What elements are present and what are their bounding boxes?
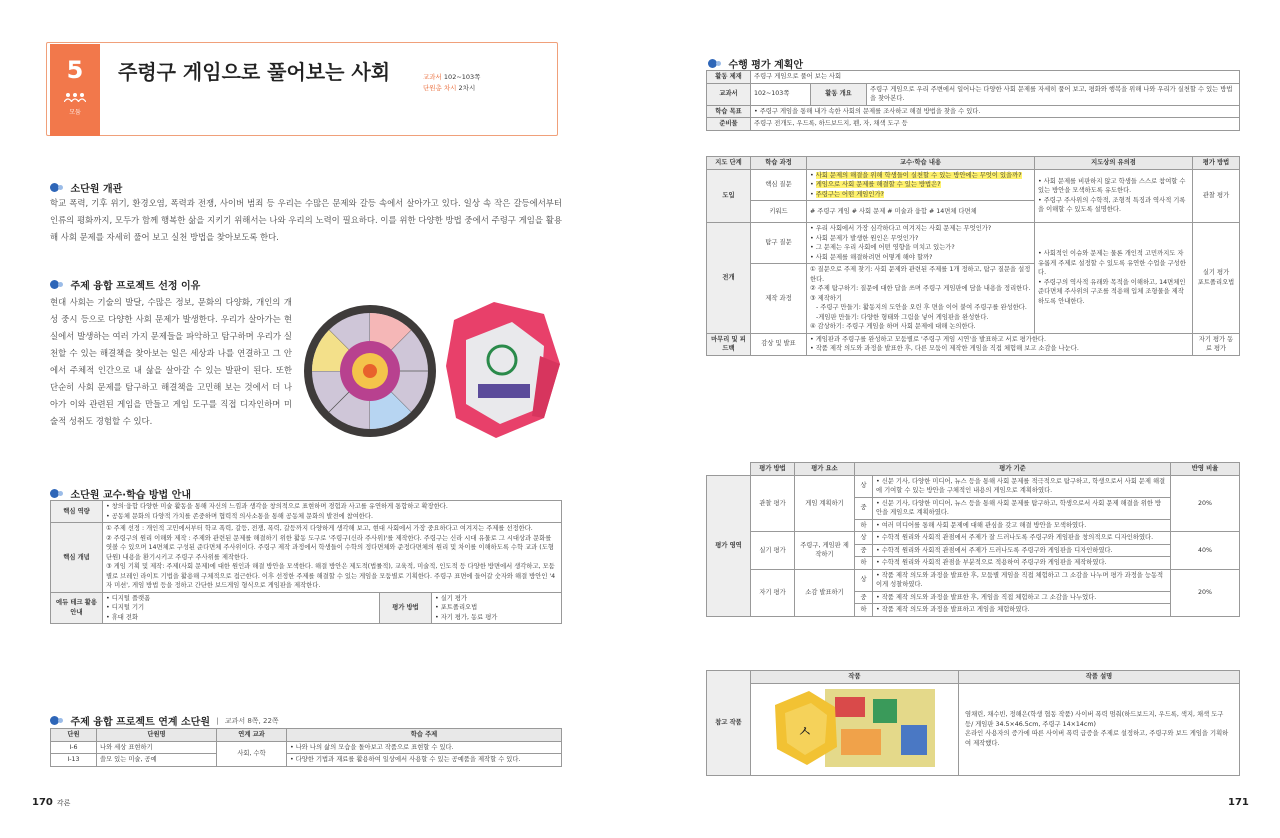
- list-item: 사회 문제의 해결을 위해 학생들이 실천할 수 있는 방안에는 무엇이 있을까?: [815, 171, 1022, 179]
- list-item: 사회 문제를 해결하려면 어떻게 해야 할까?: [815, 253, 933, 261]
- list-item: ④ 감상하기: 주령구 게임을 하며 사회 문제에 대해 논의한다.: [810, 323, 976, 330]
- eval-level: 중: [855, 497, 873, 519]
- overview-cell: 주령구 게임으로 우리 주변에서 일어나는 다양한 사회 문제를 자세히 풀어 보고, 평화와 행복을 위해 나와 우리가 실천할 수 있는 방법을 찾아본다.: [867, 83, 1240, 105]
- list-item: ③ 게임 기획 및 제작: 주제(사회 문제)에 대한 원인과 해결 방안을 모색한다. 해결 방안은 제도적(법률적), 교육적, 미술적, 인도적 등 다양한 방면에서 생각하고, 모둠별로 브레인 라이트 기법을 활용해 구체적으로 접근한다. 이후 선정한 주제를 해결할 수 있는 게임을 모둠별로 기획한다. 주령구 표면에 들어갈 숫자와 해결 방안인 '4자 미션', 게임 방법 등을 정하고 간단한 보드게임 형식으로 게임판을 제작한다.: [106, 563, 556, 589]
- list-item: • 휴대 전화: [106, 613, 376, 623]
- list-item: • 공동체 문화의 다양적 가치를 존중하며 협력적 의사소통을 통해 공동체 문화의 발전에 참여한다.: [106, 512, 558, 522]
- column-header: 연계 교과: [217, 729, 287, 742]
- list-item: 사회 문제를 비판하지 않고 학생들 스스로 참여할 수 있는 방안을 모색하도록 유도한다.: [1038, 177, 1186, 195]
- column-header: 지도 단계: [707, 157, 751, 170]
- list-item: 우리 사회에서 가장 심각하다고 여겨지는 사회 문제는 무엇인가?: [815, 225, 992, 232]
- goal-label: 학습 목표: [707, 105, 751, 118]
- eval-method: 관찰 평가: [751, 475, 795, 532]
- column-header: 평가 기준: [855, 463, 1171, 476]
- textbook-label: 교과서: [707, 83, 751, 105]
- list-item: 게임으로 사회 문제를 해결할 수 있는 방법은?: [815, 181, 941, 188]
- game-board-image: [302, 296, 438, 446]
- edutech-label: 에듀 테크 활용 안내: [51, 592, 103, 624]
- table-header-row: [707, 671, 1240, 684]
- eval-level: 상: [855, 475, 873, 497]
- overview-text: 학교 폭력, 기후 위기, 환경오염, 폭력과 전쟁, 사이버 범죄 등 우리는 수많은 문제와 갈등 속에서 살아가고 있다. 일상 속 작은 갈등에서부터 인류의 평화까지, 모두가 함께 행복한 삶을 지키기 위해서는 나와 우리의 노력이 필요하다. 이를 위한 다양한 방법 중에서 주령구 게임을 활용해 사회 문제를 자세히 풀어 보고 실천 방법을 찾아보도록 한다.: [50, 198, 562, 242]
- unit-cell: Ⅰ-13: [51, 754, 97, 767]
- dice-image: [444, 300, 564, 440]
- eval-method: 실기 평가: [751, 532, 795, 570]
- activity-cell: 주령구 게임으로 풀어 보는 사회: [751, 71, 1240, 84]
- unit-number-badge: [50, 44, 100, 136]
- column-header: 작품 설명: [959, 671, 1240, 684]
- table-row: [707, 71, 1240, 84]
- list-item: - 주령구 만들기: 활동지의 도안을 오린 후 면을 이어 붙여 주령구를 완성한다.: [816, 304, 1027, 311]
- eval-level: 하: [855, 519, 873, 532]
- eval-criterion: • 작품 제작 의도와 과정을 발표한 후, 모둠별 게임을 직접 체험하고 그 소감을 나누며 평가 과정을 능동적이게 성찰하였다.: [873, 569, 1171, 591]
- intro-eval: 관찰 평가: [1193, 169, 1240, 223]
- table-row: [707, 569, 1240, 591]
- eval-criterion: • 작품 제작 의도와 과정을 발표한 후, 게임을 직접 체험하고 그 소감을 나누었다.: [873, 591, 1171, 604]
- page-title: 주령구 게임으로 풀어보는 사회: [118, 60, 391, 84]
- column-header: 지도상의 유의점: [1035, 157, 1193, 170]
- table-header-row: [707, 463, 1240, 476]
- eval-element: 소감 발표하기: [795, 569, 855, 616]
- group-icon: [50, 92, 100, 105]
- column-header: 평가 방법: [1193, 157, 1240, 170]
- reference-description: 염채린, 채수빈, 정해은(학생 협동 작품) 사이버 폭력 멈춰(하드보드지, 우드록, 색지, 채색 도구 등/ 게임판 34.5×46.5cm, 주령구 14×14cm) 온라인 사용자의 증가에 따른 사이버 폭력 급증을 주제로 설정하고, 주령구와 보드 게임을 기획하여 제작했다.: [959, 683, 1240, 776]
- linked-heading: 주제 융합 프로젝트 연계 소단원 | 교과서 8쪽, 22쪽: [50, 713, 279, 728]
- list-item: ② 주령구의 원리 이해와 제작 : 주제와 관련된 문제를 해결하기 위한 활동 도구로 '주령구(신라 주사위)'를 제작한다. 주령구는 신라 시대 유물로 그 시대상과 문화를 엿볼 수 있으며 14면체로 구성된 준다면체 주사위이다. 주령구 제작 과정에서 학생들이 수학의 정다면체와 준정다면체의 원리 및 차이를 이해하도록 수학 교과 (도형 단원) 내용을 환기시키고 주령구 주사위를 제작한다.: [106, 534, 554, 561]
- core-competency-cell: [103, 501, 562, 523]
- list-item: 포트폴리오법: [1197, 278, 1235, 286]
- column-header: 단원명: [97, 729, 217, 742]
- list-item: 주령구는 어떤 게임인가?: [815, 190, 884, 198]
- unit-meta: [423, 72, 480, 94]
- list-item: 게임판과 주령구를 완성하고 모둠별로 '주령구 게임 시연'을 발표하고 서로 평가한다.: [815, 335, 1047, 343]
- list-item: 주령구의 역사적 유래와 목적을 이해하고, 14면체인 준다면체 주사위의 구조를 적용해 입체 조형물을 제작하도록 안내한다.: [1038, 278, 1186, 305]
- eval-criterion: • 신문 기사, 다양한 미디어, 뉴스 등을 통해 사회 문제를 적극적으로 탐구하고, 학생으로서 사회 문제 해결에 기여할 수 있는 방안을 구체적인 내용의 게임으로 계획하였다.: [873, 475, 1171, 497]
- list-item: 그 문제는 우리 사회에 어떤 영향을 미치고 있는가?: [815, 244, 955, 251]
- eval-level: 중: [855, 544, 873, 557]
- linked-ref: 교과서 8쪽, 22쪽: [224, 716, 279, 725]
- topic-cell: • 다양한 기법과 재료를 활용하여 일상에서 사용할 수 있는 공예품을 제작할 수 있다.: [287, 754, 562, 767]
- materials-label: 준비물: [707, 118, 751, 131]
- eval-criterion: • 신문 기사, 다양한 미디어, 뉴스 등을 통해 사회 문제를 탐구하고, 학생으로서 사회 문제 해결을 위한 방안을 게임으로 계획하였다.: [873, 497, 1171, 519]
- steps-table: [706, 156, 1240, 356]
- list-item: ① 질문으로 주제 찾기: 사회 문제와 관련된 주제를 1개 정하고, 탐구 질문을 설정한다.: [810, 266, 1031, 283]
- eval-table: [706, 462, 1240, 617]
- table-row: [707, 333, 1240, 355]
- textbook-cell: 102~103쪽: [751, 83, 811, 105]
- group-label: 모둠: [69, 109, 81, 116]
- dev-questions: • 우리 사회에서 가장 심각하다고 여겨지는 사회 문제는 무엇인가? • 사회 문제가 발생한 원인은 무엇인가? • 그 문제는 우리 사회에 어떤 영향을 미치고 있는가? • 사회 문제를 해결하려면 어떻게 해야 할까?: [807, 223, 1035, 264]
- list-item: 주령구 주사위의 수학적, 조형적 특징과 역사적 기록을 이해할 수 있도록 설명한다.: [1038, 196, 1186, 214]
- wrap-label: 감상 및 발표: [751, 333, 807, 355]
- list-item: 실기 평가: [1202, 269, 1230, 277]
- heading-dot-icon: [708, 59, 717, 68]
- list-item: • 실기 평가: [435, 594, 558, 604]
- meta-key: 단원총 차시: [423, 84, 457, 92]
- table-header-row: [707, 157, 1240, 170]
- name-cell: 쓸모 있는 미술, 공예: [97, 754, 217, 767]
- table-row: [51, 523, 562, 593]
- name-cell: 나와 세상 표현하기: [97, 741, 217, 754]
- table-row: [707, 223, 1240, 264]
- assessment-label: 평가 방법: [380, 592, 432, 624]
- eval-level: 하: [855, 557, 873, 570]
- plan-heading: 수행 평가 계획안: [708, 56, 803, 71]
- table-row: [707, 169, 1240, 201]
- wrap-content: • 게임판과 주령구를 완성하고 모둠별로 '주령구 게임 시연'을 발표하고 서로 평가한다. • 작품 제작 의도와 과정을 발표한 후, 다른 모둠이 제작한 게임을 직접 체험해 보고 소감을 나눈다.: [807, 333, 1193, 355]
- table-row: [707, 532, 1240, 545]
- eval-ratio: 20%: [1171, 475, 1240, 532]
- dev-process: [807, 264, 1035, 334]
- materials-cell: 주령구 전개도, 우드록, 하드보드지, 펜, 자, 채색 도구 등: [751, 118, 1240, 131]
- eval-level: 하: [855, 604, 873, 617]
- list-item: 작품 제작 의도와 과정을 발표한 후, 다른 모둠이 제작한 게임을 직접 체험해 보고 소감을 나눈다.: [815, 345, 1079, 352]
- column-header: 학습 주제: [287, 729, 562, 742]
- right-page: [640, 0, 1280, 838]
- list-item: ③ 제작하기: [810, 294, 842, 302]
- list-item: ① 주제 선정 : 개인적 고민에서부터 학교 폭력, 갈등, 전쟁, 폭력, 갈등까지 다양하게 생각해 보고, 현대 사회에서 가장 중요하다고 여겨지는 주제를 선정한다.: [106, 525, 533, 532]
- assessment-cell: [432, 592, 562, 624]
- table-row: [51, 741, 562, 754]
- activity-label: 활동 제재: [707, 71, 751, 84]
- intro-questions: • 사회 문제의 해결을 위해 학생들이 실천할 수 있는 방안에는 무엇이 있을까? • 게임으로 사회 문제를 해결할 수 있는 방법은? • 주령구는 어떤 게임인가?: [807, 169, 1035, 201]
- meta-value: 2차시: [458, 84, 476, 92]
- page-label: 각론: [56, 799, 71, 807]
- table-header-row: [51, 729, 562, 742]
- list-item: -게임판 만들기: 다양한 형태와 그림을 넣어 게임판을 완성한다.: [816, 313, 989, 321]
- table-row: [51, 501, 562, 523]
- table-row: [707, 118, 1240, 131]
- dev-eval: [1193, 223, 1240, 334]
- overview-heading: 소단원 개관: [50, 180, 122, 195]
- eval-area: 평가 영역: [707, 475, 751, 616]
- plan-table: [706, 70, 1240, 131]
- eval-criterion: • 수학적 원리와 사회적 관점에서 주제가 잘 드러나도록 주령구와 게임판을 창의적으로 디자인하였다.: [873, 532, 1171, 545]
- column-header: 작품: [751, 671, 959, 684]
- reason-text: 현대 사회는 기술의 발달, 수많은 정보, 문화의 다양화, 개인의 개성 중시 등으로 다양한 사회 문제가 발생한다. 우리가 살아가는 현실에서 발생하는 여러 가지 문제들을 파악하고 탐구하며 우리가 실천할 수 있는 해결책을 찾아보는 일은 세상과 나를 연결하고 그 안에서 주체적 인간으로 내 삶을 살아갈 수 있는 발판이 된다. 또한 단순히 사회 문제를 탐구하고 해결책을 고민해 보는 것에서 더 나아가 이와 관련된 게임을 만들고 게임 도구를 직접 디자인하며 미술적 성취도 경험할 수 있다.: [50, 297, 292, 426]
- eval-method: 자기 평가: [751, 569, 795, 616]
- eval-criterion: • 작품 제작 의도와 과정을 발표하고 게임을 체험하였다.: [873, 604, 1171, 617]
- method-table: [50, 500, 562, 624]
- edutech-cell: [103, 592, 380, 624]
- table-row: [707, 83, 1240, 105]
- column-header: 학습 과정: [751, 157, 807, 170]
- unit-cell: Ⅰ-6: [51, 741, 97, 754]
- meta-key: 교과서: [423, 73, 442, 81]
- list-item: 사회적인 이슈와 문제는 물론 개인적 고민까지도 자유롭게 주제로 설정할 수 있도록 유연한 수업을 구성한다.: [1038, 250, 1186, 277]
- list-item: • 창의·융합 다양한 미술 활동을 통해 자신의 느낌과 생각을 창의적으로 표현하며 경험과 사고를 유연하게 통합하고 확장한다.: [106, 502, 558, 512]
- meta-value: 102~103쪽: [443, 73, 481, 81]
- eval-level: 상: [855, 532, 873, 545]
- eval-level: 상: [855, 569, 873, 591]
- dev-process-label: 제작 과정: [751, 264, 807, 334]
- goal-cell: • 주령구 게임을 통해 내가 속한 사회의 문제를 조사하고 해결 방법을 찾을 수 있다.: [751, 105, 1240, 118]
- topic-cell: • 나와 나의 삶의 모습을 돌아보고 작품으로 표현할 수 있다.: [287, 741, 562, 754]
- column-header: 평가 방법: [751, 463, 795, 476]
- wrap-eval: 자기 평가 동료 평가: [1193, 333, 1240, 355]
- heading-dot-icon: [50, 716, 59, 725]
- column-header: 교수·학습 내용: [807, 157, 1035, 170]
- svg-text:ㅅ: ㅅ: [796, 721, 812, 741]
- reference-label: 참고 작품: [707, 671, 751, 776]
- reason-heading: 주제 융합 프로젝트 선정 이유: [50, 277, 200, 292]
- page-number-right: 171: [1228, 797, 1249, 808]
- linked-table: [50, 728, 562, 767]
- subject-cell: 사회, 수학: [217, 741, 287, 766]
- intro-stage: 도입: [707, 169, 751, 223]
- eval-ratio: 20%: [1171, 569, 1240, 616]
- list-item: 사회 문제가 발생한 원인은 무엇인가?: [815, 234, 919, 242]
- heading-dot-icon: [50, 489, 59, 498]
- list-item: • 포트폴리오법: [435, 603, 558, 613]
- heading-dot-icon: [50, 280, 59, 289]
- column-header: 평가 요소: [795, 463, 855, 476]
- table-row: [707, 105, 1240, 118]
- dev-stage: 전개: [707, 223, 751, 334]
- page-number-left: 170 각론: [32, 797, 71, 808]
- method-heading: 소단원 교수·학습 방법 안내: [50, 486, 191, 501]
- list-item: • 디지털 기기: [106, 603, 376, 613]
- table-row: [51, 592, 562, 624]
- reference-table: [706, 670, 1240, 776]
- column-header: 반영 비율: [1171, 463, 1240, 476]
- list-item: • 자기 평가, 동료 평가: [435, 613, 558, 623]
- heading-dot-icon: [50, 183, 59, 192]
- list-item: • 디지털 플랫폼: [106, 594, 376, 604]
- reference-artwork-image: [765, 685, 945, 771]
- dev-notes: • 사회적인 이슈와 문제는 물론 개인적 고민까지도 자유롭게 주제로 설정할 수 있도록 유연한 수업을 구성한다. • 주령구의 역사적 유래와 목적을 이해하고, 14면체인 준다면체 주사위의 구조를 적용해 입체 조형물을 제작하도록 안내한다.: [1035, 223, 1193, 334]
- eval-level: 중: [855, 591, 873, 604]
- table-row: [707, 683, 1240, 776]
- eval-element: 게임 계획하기: [795, 475, 855, 532]
- table-row: [51, 754, 562, 767]
- eval-criterion: • 수학적 원리와 사회적 관점을 부분적으로 적용하여 주령구와 게임판을 제작하였다.: [873, 557, 1171, 570]
- intro-notes: • 사회 문제를 비판하지 않고 학생들 스스로 참여할 수 있는 방안을 모색하도록 유도한다. • 주령구 주사위의 수학적, 조형적 특징과 역사적 기록을 이해할 수 있도록 설명한다.: [1035, 169, 1193, 223]
- overview-label: 활동 개요: [811, 83, 867, 105]
- intro-keyword-label: 키워드: [751, 201, 807, 223]
- table-row: [707, 475, 1240, 497]
- eval-criterion: • 여러 미디어를 통해 사회 문제에 대해 관심을 갖고 해결 방안을 모색하였다.: [873, 519, 1171, 532]
- core-competency-label: 핵심 역량: [51, 501, 103, 523]
- wrap-stage: 마무리 및 피드백: [707, 333, 751, 355]
- eval-ratio: 40%: [1171, 532, 1240, 570]
- dev-question-label: 탐구 질문: [751, 223, 807, 264]
- core-concept-label: 핵심 개념: [51, 523, 103, 593]
- reference-artwork-cell: [751, 683, 959, 776]
- list-item: ② 주제 탐구하기: 질문에 대한 답을 쓰며 주령구 게임판에 담을 내용을 정리한다.: [810, 285, 1031, 292]
- eval-element: 주령구, 게임판 제작하기: [795, 532, 855, 570]
- column-header: 단원: [51, 729, 97, 742]
- intro-keywords: # 주령구 게임 # 사회 문제 # 미술과 융합 # 14면체 다면체: [807, 201, 1035, 223]
- unit-number: 5: [66, 56, 84, 84]
- eval-criterion: • 수학적 원리와 사회적 관점에서 주제가 드러나도록 주령구와 게임판을 디자인하였다.: [873, 544, 1171, 557]
- core-concept-cell: [103, 523, 562, 593]
- intro-question-label: 핵심 질문: [751, 169, 807, 201]
